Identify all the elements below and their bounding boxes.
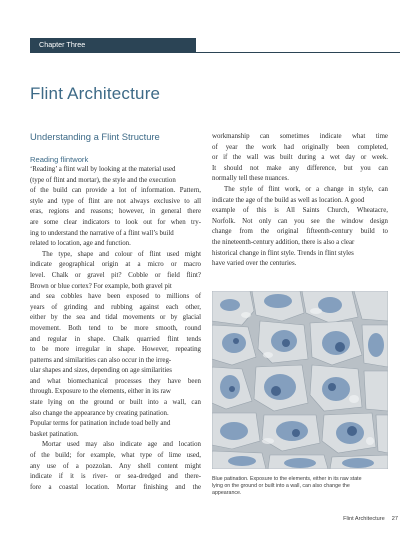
body-line: style and type of flint are not always exclusive to all <box>30 197 201 205</box>
caption-line: appearance. <box>212 490 242 496</box>
body-line: indicate the age of the build as well as location. A good <box>212 196 365 204</box>
body-line: workmanship can sometimes indicate what time <box>212 133 388 140</box>
body-line: eras, regions and reasons; however, in general there <box>30 208 201 216</box>
body-line: Mortar used may also indicate age and location <box>42 441 201 449</box>
body-line: patterns and similarities can also occur in the irreg- <box>30 356 172 364</box>
body-line: any use of a pozzolan. Any shell content might <box>30 462 201 470</box>
section-heading: Understanding a Flint Structure <box>30 131 160 142</box>
body-line: also change the appearance by creating patination. <box>30 409 169 417</box>
body-line: either by the sea and tidal movements or by glacial <box>30 314 201 322</box>
body-line: ‘Reading’ a flint wall by looking at the material used <box>30 166 176 173</box>
body-line: have varied over the centuries. <box>212 260 297 268</box>
caption-line: lying on the ground or built into a wall, can also change the <box>212 483 350 489</box>
body-line: state lying on the ground or built into a wall, can <box>30 399 201 407</box>
body-line: ular shapes and sizes, depending on age similarities <box>30 367 172 375</box>
body-line: Norfolk. Not only can you see the window design <box>212 217 388 225</box>
left-text-column <box>30 165 201 493</box>
page-number: 27 <box>391 516 398 522</box>
body-line: to be more irregular in shape. However, repeating <box>30 346 201 354</box>
body-line: example of this is All Saints Church, Wheatacre, <box>212 207 388 215</box>
body-line: and regular in shape. Chalk quarried flint tends <box>30 335 201 343</box>
body-line: and sea cobbles have been exposed to millions of <box>30 293 201 301</box>
flint-wall-photo <box>212 291 388 469</box>
body-line: and what biomechanical processes they have been <box>30 377 201 385</box>
sub-heading: Reading flintwork <box>30 155 89 164</box>
body-line: level. Chalk or gravel pit? Cobble or field flint? <box>30 271 201 279</box>
body-line: ing to understand the narrative of a flint wall’s build <box>30 229 174 237</box>
body-line: Popular terms for patination include toad belly and <box>30 420 171 428</box>
body-line: change from the original fifteenth-century build to <box>212 228 388 236</box>
body-line: of year the work had originally been completed, <box>212 143 388 151</box>
body-line: basket patination. <box>30 430 79 438</box>
body-line: movement. Both tend to be more smooth, round <box>30 324 201 332</box>
chapter-label: Chapter Three <box>30 38 196 52</box>
flint-wall-image <box>212 291 388 469</box>
body-line: are some clear indicators to look out for when try- <box>30 218 201 226</box>
photo-caption <box>212 476 392 497</box>
body-line: normally tell these nuances. <box>212 175 289 183</box>
page-footer <box>343 516 398 522</box>
body-line: fore a coastal location. Mortar finishing and the <box>30 483 201 491</box>
body-line: The style of flint work, or a change in style, can <box>224 185 388 193</box>
body-line: of the build can provide a lot of information. Pattern, <box>30 187 201 195</box>
chapter-title: Flint Architecture <box>30 84 161 103</box>
body-line: indicate if it is river- or sea-dredged and there- <box>30 473 201 481</box>
body-line: It should not make any difference, but you can <box>212 164 388 172</box>
body-line: years of grinding and rubbing against each other, <box>30 303 201 311</box>
body-line: Brown or blue cortex? For example, both gravel pit <box>30 282 172 290</box>
body-line: historical change in flint style. Trends in flint styles <box>212 249 354 257</box>
body-line: the nineteenth-century addition, there is also a clear <box>212 238 355 246</box>
running-title: Flint Architecture <box>343 516 385 522</box>
body-line: related to location, age and function. <box>30 240 131 248</box>
body-line: through. Exposure to the elements, either in its raw <box>30 388 171 396</box>
body-line: (type of flint and mortar), the style and the execution <box>30 176 176 184</box>
body-line: indicate geographical origin at a micro or macro <box>30 261 201 269</box>
body-line: of the build; for example, what type of lime used, <box>30 452 201 460</box>
chapter-divider <box>30 52 400 53</box>
body-line: The type, shape and colour of flint used might <box>42 250 201 258</box>
caption-line: Blue patination. Exposure to the elements, either in its raw state <box>212 476 362 482</box>
right-text-column <box>212 132 388 270</box>
body-line: or if the wall was built during a wet day or week. <box>212 154 388 162</box>
